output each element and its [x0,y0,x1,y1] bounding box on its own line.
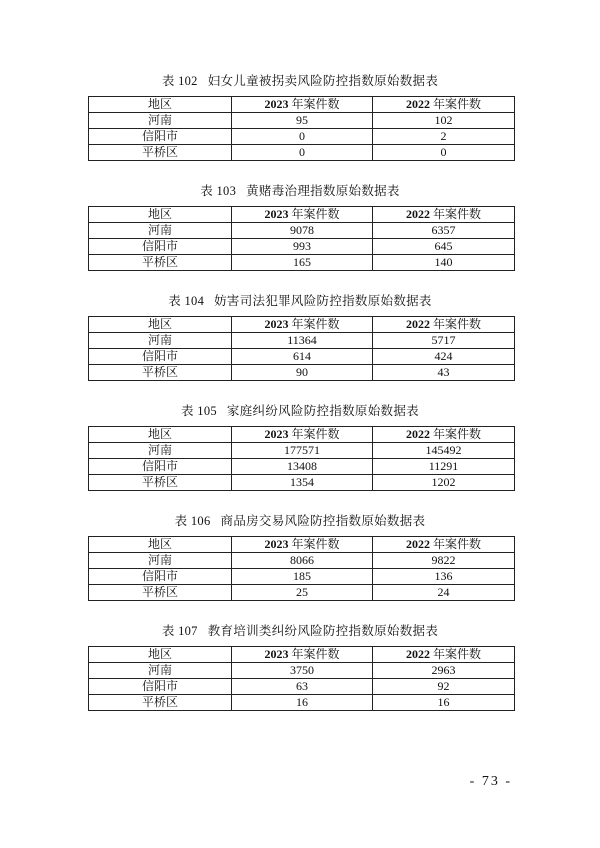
table-row [89,333,515,349]
table-row [89,695,515,711]
table-row [89,459,515,475]
cell-region: 河南 [89,553,232,569]
table-row [89,129,515,145]
cell-2022: 16 [373,695,515,711]
cell-region: 河南 [89,223,232,239]
cell-2022: 2 [373,129,515,145]
data-table [88,536,515,601]
table-row [89,679,515,695]
cell-region: 平桥区 [89,145,232,161]
cell-region: 河南 [89,443,232,459]
table-row [89,223,515,239]
cell-region: 信阳市 [89,129,232,145]
cell-2022: 0 [373,145,515,161]
cell-2023: 177571 [232,443,373,459]
cell-2022: 2963 [373,663,515,679]
header-region: 地区 [89,537,232,553]
cell-2023: 614 [232,349,373,365]
table-row [89,255,515,271]
cell-2023: 1354 [232,475,373,491]
table-header-row [89,537,515,553]
header-2023: 2023 年案件数 [232,317,373,333]
cell-2023: 165 [232,255,373,271]
data-table [88,206,515,271]
cell-2023: 63 [232,679,373,695]
table-row [89,239,515,255]
cell-2023: 13408 [232,459,373,475]
table-header-row [89,207,515,223]
cell-2022: 6357 [373,223,515,239]
data-table [88,316,515,381]
table-label: 表 102 [161,74,198,88]
table-title: 妨害司法犯罪风险防控指数原始数据表 [214,294,432,308]
table-label: 表 105 [181,404,217,418]
cell-region: 信阳市 [89,349,232,365]
table-header-row [89,647,515,663]
cell-2023: 11364 [232,333,373,349]
table-row [89,553,515,569]
table-title: 黄赌毒治理指数原始数据表 [246,184,400,198]
cell-region: 平桥区 [89,585,232,601]
cell-2023: 993 [232,239,373,255]
cell-region: 信阳市 [89,569,232,585]
table-row [89,443,515,459]
header-region: 地区 [89,207,232,223]
cell-region: 河南 [89,663,232,679]
cell-region: 信阳市 [89,239,232,255]
header-2023: 2023 年案件数 [232,647,373,663]
cell-region: 信阳市 [89,459,232,475]
header-2022: 2022 年案件数 [373,537,515,553]
cell-2023: 185 [232,569,373,585]
table-caption [0,623,600,639]
table-title: 教育培训类纠纷风险防控指数原始数据表 [207,624,439,638]
table-header-row [89,317,515,333]
cell-2022: 43 [373,365,515,381]
table-row [89,113,515,129]
table-header-row [89,97,515,113]
header-2022: 2022 年案件数 [373,647,515,663]
table-label: 表 103 [200,184,237,198]
header-2023: 2023 年案件数 [232,207,373,223]
table-caption [0,513,600,529]
table-label: 表 107 [161,624,198,638]
cell-region: 河南 [89,333,232,349]
header-region: 地区 [89,97,232,113]
header-2022: 2022 年案件数 [373,427,515,443]
table-caption [0,183,600,199]
cell-2023: 95 [232,113,373,129]
table-header-row [89,427,515,443]
table-row [89,585,515,601]
table-row [89,475,515,491]
cell-2022: 145492 [373,443,515,459]
cell-2023: 3750 [232,663,373,679]
table-title: 商品房交易风险防控指数原始数据表 [220,514,426,528]
cell-region: 平桥区 [89,475,232,491]
page-number: - 73 - [469,774,512,789]
table-caption [0,293,600,309]
cell-2022: 11291 [373,459,515,475]
cell-2023: 0 [232,129,373,145]
data-table [88,426,515,491]
header-2023: 2023 年案件数 [232,537,373,553]
cell-region: 信阳市 [89,679,232,695]
cell-2022: 102 [373,113,515,129]
header-region: 地区 [89,427,232,443]
cell-2023: 25 [232,585,373,601]
header-region: 地区 [89,317,232,333]
cell-region: 平桥区 [89,365,232,381]
cell-2022: 1202 [373,475,515,491]
cell-2022: 24 [373,585,515,601]
table-row [89,365,515,381]
cell-2023: 8066 [232,553,373,569]
cell-region: 平桥区 [89,255,232,271]
table-row [89,663,515,679]
table-label: 表 106 [174,514,211,528]
table-caption [0,73,600,89]
header-2023: 2023 年案件数 [232,97,373,113]
cell-2022: 92 [373,679,515,695]
cell-2022: 9822 [373,553,515,569]
header-region: 地区 [89,647,232,663]
data-table [88,96,515,161]
cell-region: 平桥区 [89,695,232,711]
cell-2022: 136 [373,569,515,585]
header-2022: 2022 年案件数 [373,317,515,333]
cell-2023: 0 [232,145,373,161]
cell-2022: 5717 [373,333,515,349]
cell-region: 河南 [89,113,232,129]
cell-2023: 90 [232,365,373,381]
table-row [89,145,515,161]
table-label: 表 104 [168,294,205,308]
header-2022: 2022 年案件数 [373,207,515,223]
cell-2023: 9078 [232,223,373,239]
header-2022: 2022 年案件数 [373,97,515,113]
table-row [89,569,515,585]
table-title: 家庭纠纷风险防控指数原始数据表 [226,404,419,418]
table-caption [0,403,600,419]
cell-2022: 140 [373,255,515,271]
cell-2022: 424 [373,349,515,365]
table-title: 妇女儿童被拐卖风险防控指数原始数据表 [207,74,439,88]
cell-2023: 16 [232,695,373,711]
cell-2022: 645 [373,239,515,255]
data-table [88,646,515,711]
table-row [89,349,515,365]
header-2023: 2023 年案件数 [232,427,373,443]
